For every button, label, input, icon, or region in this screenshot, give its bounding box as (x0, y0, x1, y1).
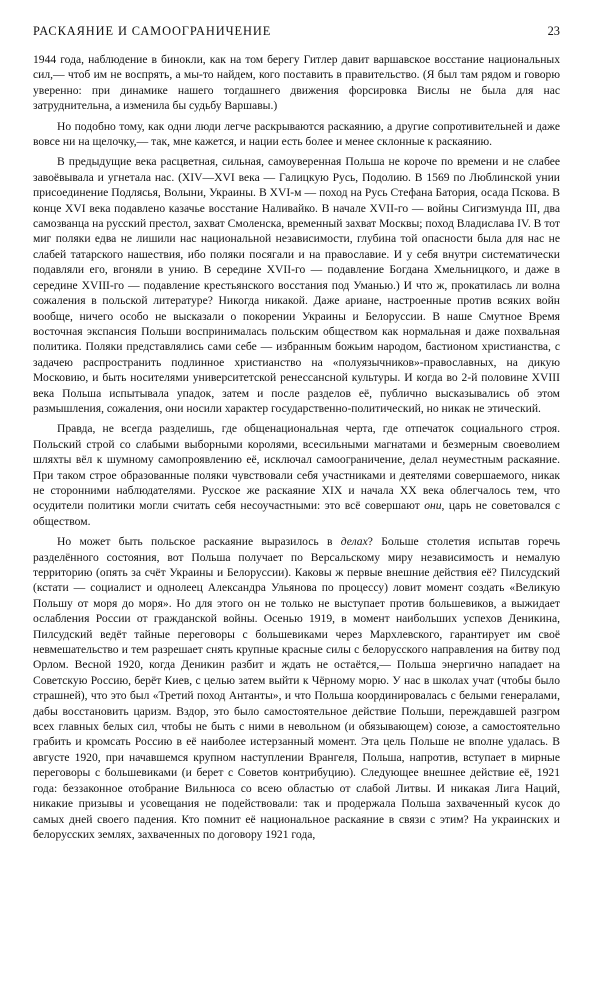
paragraph-social-structure (33, 421, 560, 529)
running-head (33, 24, 560, 46)
emphasis-they: они (424, 499, 442, 513)
paragraph-nations: Но подобно тому, как одни люди легче раскрываются раскаянию, а другие сопротивительней и даже вовсе ни на щелочку,— так, мне кажется, и нации есть более и менее склонные к раскаянию. (33, 119, 560, 149)
paragraph-deeds (33, 534, 560, 842)
paragraph-continuation: 1944 года, наблюдение в бинокли, как на том берегу Гитлер давит варшавское восстание национальных сил,— чтоб им не воспрять, а мы-то найдем, кого поставить в правительство. (Я был там рядом и говорю уверенно: при динамике нашего тогдашнего движения форсировка Вислы не была для нас затруднительна, а изменила бы судьбу Варшавы.) (33, 53, 560, 113)
paragraph-deeds-text: ? Больше столетия испытав горечь разделённого состояния, вот Польша получает по Версальскому миру независимость и немалую территорию (опять за счёт Украины и Белоруссии). Каковы ж первые внешние действия её? Пилсудский (кстати — социалист и однолеец Александра Ульянова по процессу) ловит момент создать «Великую Польшу от моря до моря». Но для этого он не только не выступает против большевиков, а выжидает ослабления России от гражданской войны. Осенью 1919, в момент наибольших успехов Деникина, Пилсудский ведёт тайные переговоры с большевиками через Мархлевского, гарантирует им своё невмешательство и тем разрешает снять крупные красные силы с белорусского направления на битву под Орлом. Весной 1920, когда Деникин разбит и ждать не остаётся,— Польша энергично нападает на Советскую Россию, берёт Киев, с целью затем выйти к Чёрному морю. У нас в школах учат (чтобы было страшней), что это был «Третий поход Антанты», и что Польша координировалась с белыми генералами, дабы восстановить царизм. Вздор, это было самостоятельное действие Польши, переждавшей разгром всех главных белых сил, чтобы не быть с ними в невольном (и обязывающем) союзе, а самостоятельно грабить и кромсать Россию в её наиболее истерзанный момент. Эта цель Польше не вполне удалась. В августе 1920, при начавшемся крупном наступлении Врангеля, Польша, напротив, вступает в мирные переговоры с большевиками (и берет с Советов контрибуцию). Следующее внешнее действие её, 1921 года: беззаконное отобрание Вильнюса со всею областью от слабой Литвы. И никакая Лига Наций, никакие призывы и усовещания не подействовали: так и продержала Польша захваченный кусок до самых дней своего падения. Кто помнит её национальное раскаяние в связи с этим? На украинских и белорусских землях, захваченных по договору 1921 года, (33, 535, 560, 841)
paragraph-social-structure-end: , царь не советовался с обществом. (33, 499, 560, 528)
paragraph-social-structure-text: Правда, не всегда разделишь, где общенациональная черта, где отпечаток социального строя. Польский строй со слабыми выборными королями, всесильными магнатами и безмерным своеволием шляхты вёл к шумному самопроявлению её, исключал самоограничение, делал неуместным раскаяние. При таком строе образованные поляки чувствовали себя участниками и деятелями совершаемого, никак не сторонними наблюдателями. Русское же раскаяние XIX и начала XX века облегчалось тем, что осудители политики могли считать себя несоучастными: это всё совершают (33, 422, 560, 513)
paragraph-poland-history: В предыдущие века расцветная, сильная, самоуверенная Польша не короче по времени и не слабее завоёвывала и угнетала нас. (XIV—XVI века — Галицкую Русь, Подолию. В 1569 по Люблинской унии присоединение Подлясья, Волыни, Украины. В XVI-м — поход на Русь Стефана Батория, осада Пскова. В конце XVI века подавлено казачье восстание Наливайко. В начале XVII-го — войны Сигизмунда III, два самозванца на русский престол, захват Смоленска, временный захват Москвы; поход Владислава IV. В тот миг поляки едва не лишили нас национальной независимости, глубина той опасности была для нас не слабей татарского нашествия, ибо поляки посягали и на православие. И у себя внутри систематически подавляли его, вгоняли в унию. В середине XVII-го — подавление Богдана Хмельницкого, и даже в середине XVIII-го — подавление крестьянского восстания под Уманью.) И что ж, прокатилась ли волна сожаления в польской литературе? Никогда никакой. Даже ариане, настроенные против всяких войн вообще, ничего особо не высказали о покорении Украины и Белоруссии. В наше Смутное Время восточная экспансия Польши воспринималась польским обществом как нормальная и даже похвальная политика. Поляки представлялись сами себе — избранным божьим народом, бастионом христианства, с задачею распространить подлинное христианство на «полуязычников»-православных, на дикую Московию, и быть носителями университетской ренессансной культуры. И когда во 2-й половине XVIII века Польша испытывала упадок, затем и после разделов её, публично высказывались об этом размышления, сожаления, они носили характер государственно-политический, но никак не этический. (33, 155, 560, 415)
running-title: РАСКАЯНИЕ И САМООГРАНИЧЕНИЕ (33, 24, 272, 38)
paragraph-deeds-start: Но может быть польское раскаяние выразилось в (57, 535, 333, 549)
body-text (33, 52, 560, 842)
emphasis-deeds: делах (340, 535, 368, 549)
page-number: 23 (547, 24, 560, 38)
